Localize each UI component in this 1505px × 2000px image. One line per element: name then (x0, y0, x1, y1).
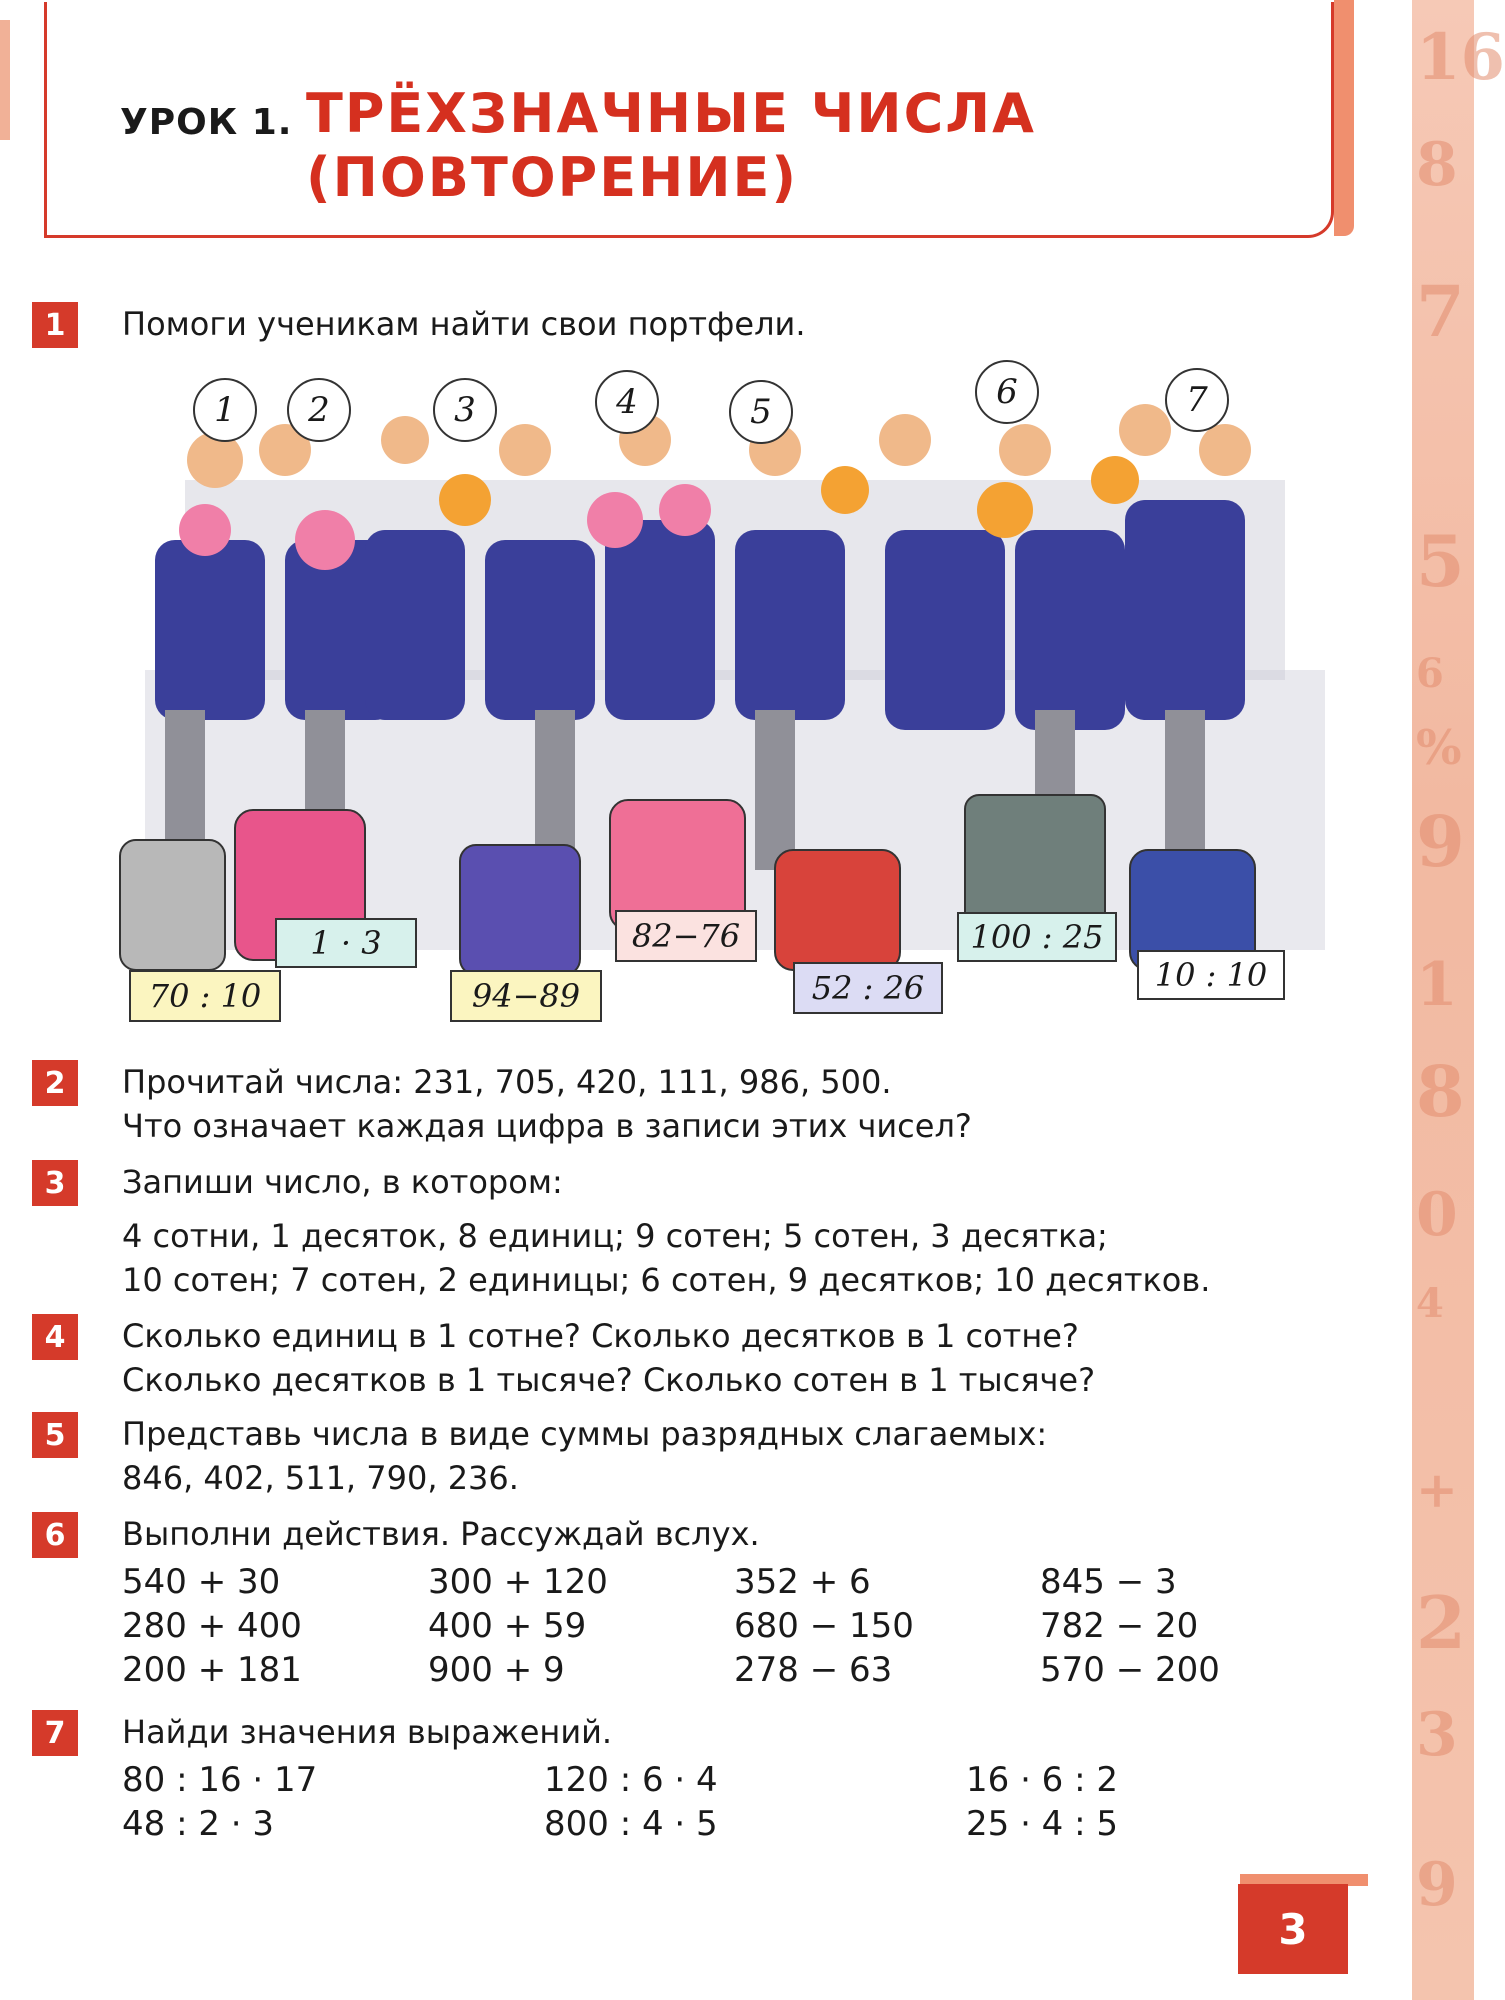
student-label-5: 5 (729, 380, 793, 444)
expression: 16 · 6 : 2 (966, 1760, 1119, 1800)
backpack-tag-5: 52 : 26 (793, 962, 943, 1014)
margin-digit: 2 (1416, 1580, 1467, 1665)
expression: 120 : 6 · 4 (544, 1760, 718, 1800)
task-number-1: 1 (32, 302, 78, 348)
student-label-3: 3 (433, 378, 497, 442)
expression: 278 − 63 (734, 1650, 893, 1690)
task-3-line-3: 10 сотен; 7 сотен, 2 единицы; 6 сотен, 9 десятков; 10 десятков. (122, 1261, 1211, 1299)
lesson-label: УРОК 1. (120, 102, 293, 143)
expression: 352 + 6 (734, 1562, 871, 1602)
student-label-6: 6 (975, 360, 1039, 424)
margin-digit: 0 (1416, 1180, 1458, 1250)
task-number-4: 4 (32, 1314, 78, 1360)
task-number-3: 3 (32, 1160, 78, 1206)
task-number-2: 2 (32, 1060, 78, 1106)
task-number-5: 5 (32, 1412, 78, 1458)
backpack-tag-7: 10 : 10 (1137, 950, 1285, 1000)
expression: 800 : 4 · 5 (544, 1804, 718, 1844)
expression: 845 − 3 (1040, 1562, 1177, 1602)
margin-digit: % (1416, 720, 1462, 776)
backpack-tag-2: 1 · 3 (275, 918, 417, 968)
margin-digit: 9 (1416, 1850, 1458, 1920)
student-label-7: 7 (1165, 368, 1229, 432)
margin-digit: 8 (1416, 130, 1458, 200)
title-line-1: ТРЁХЗНАЧНЫЕ ЧИСЛА (306, 82, 1036, 145)
expression: 782 − 20 (1040, 1606, 1199, 1646)
lesson-title (306, 82, 1036, 210)
margin-digit: 7 (1416, 270, 1465, 353)
backpack-tag-4: 82−76 (615, 910, 757, 962)
task-2-line-1: Прочитай числа: 231, 705, 420, 111, 986, 500. (122, 1063, 892, 1101)
expression: 280 + 400 (122, 1606, 302, 1646)
student-label-1: 1 (193, 378, 257, 442)
decorative-margin (1412, 0, 1505, 2000)
task-3-line-1: Запиши число, в котором: (122, 1163, 563, 1201)
expression: 570 − 200 (1040, 1650, 1220, 1690)
header-shadow (1334, 0, 1354, 236)
task-5-line-1: Представь числа в виде суммы разрядных слагаемых: (122, 1415, 1048, 1453)
task-3-line-2: 4 сотни, 1 десяток, 8 единиц; 9 сотен; 5 сотен, 3 десятка; (122, 1217, 1108, 1255)
student-label-4: 4 (595, 370, 659, 434)
margin-digit: 3 (1416, 1700, 1458, 1770)
backpack-tag-3: 94−89 (450, 970, 602, 1022)
expression: 25 · 4 : 5 (966, 1804, 1119, 1844)
expression: 80 : 16 · 17 (122, 1760, 318, 1800)
margin-digit: 9 (1416, 800, 1465, 883)
task-number-6: 6 (32, 1512, 78, 1558)
margin-digit: 8 (1416, 1050, 1465, 1133)
margin-digit: 6 (1416, 650, 1444, 697)
margin-digit: 4 (1416, 1280, 1444, 1327)
margin-digit: 5 (1416, 520, 1465, 603)
backpack-tag-1: 70 : 10 (129, 970, 281, 1022)
task-1-text: Помоги ученикам найти свои портфели. (122, 305, 806, 343)
task-5-line-2: 846, 402, 511, 790, 236. (122, 1459, 519, 1497)
task-7-line-1: Найди значения выражений. (122, 1713, 613, 1751)
margin-digit: 16 (1416, 20, 1505, 95)
expression: 540 + 30 (122, 1562, 281, 1602)
page-number: 3 (1238, 1884, 1348, 1974)
task-2-line-2: Что означает каждая цифра в записи этих чисел? (122, 1107, 972, 1145)
expression: 300 + 120 (428, 1562, 608, 1602)
left-decoration (0, 20, 10, 140)
task-6-line-1: Выполни действия. Рассуждай вслух. (122, 1515, 760, 1553)
margin-digit: + (1416, 1460, 1458, 1519)
margin-digit: 1 (1416, 950, 1458, 1020)
task-4-line-2: Сколько десятков в 1 тысяче? Сколько сотен в 1 тысяче? (122, 1361, 1096, 1399)
expression: 400 + 59 (428, 1606, 587, 1646)
student-label-2: 2 (287, 378, 351, 442)
expression: 900 + 9 (428, 1650, 565, 1690)
illustration-students-backpacks (125, 370, 1335, 1030)
task-4-line-1: Сколько единиц в 1 сотне? Сколько десятков в 1 сотне? (122, 1317, 1079, 1355)
backpack-tag-6: 100 : 25 (957, 912, 1117, 962)
expression: 680 − 150 (734, 1606, 914, 1646)
expression: 200 + 181 (122, 1650, 302, 1690)
title-line-2: (ПОВТОРЕНИЕ) (306, 146, 799, 209)
expression: 48 : 2 · 3 (122, 1804, 275, 1844)
task-number-7: 7 (32, 1710, 78, 1756)
